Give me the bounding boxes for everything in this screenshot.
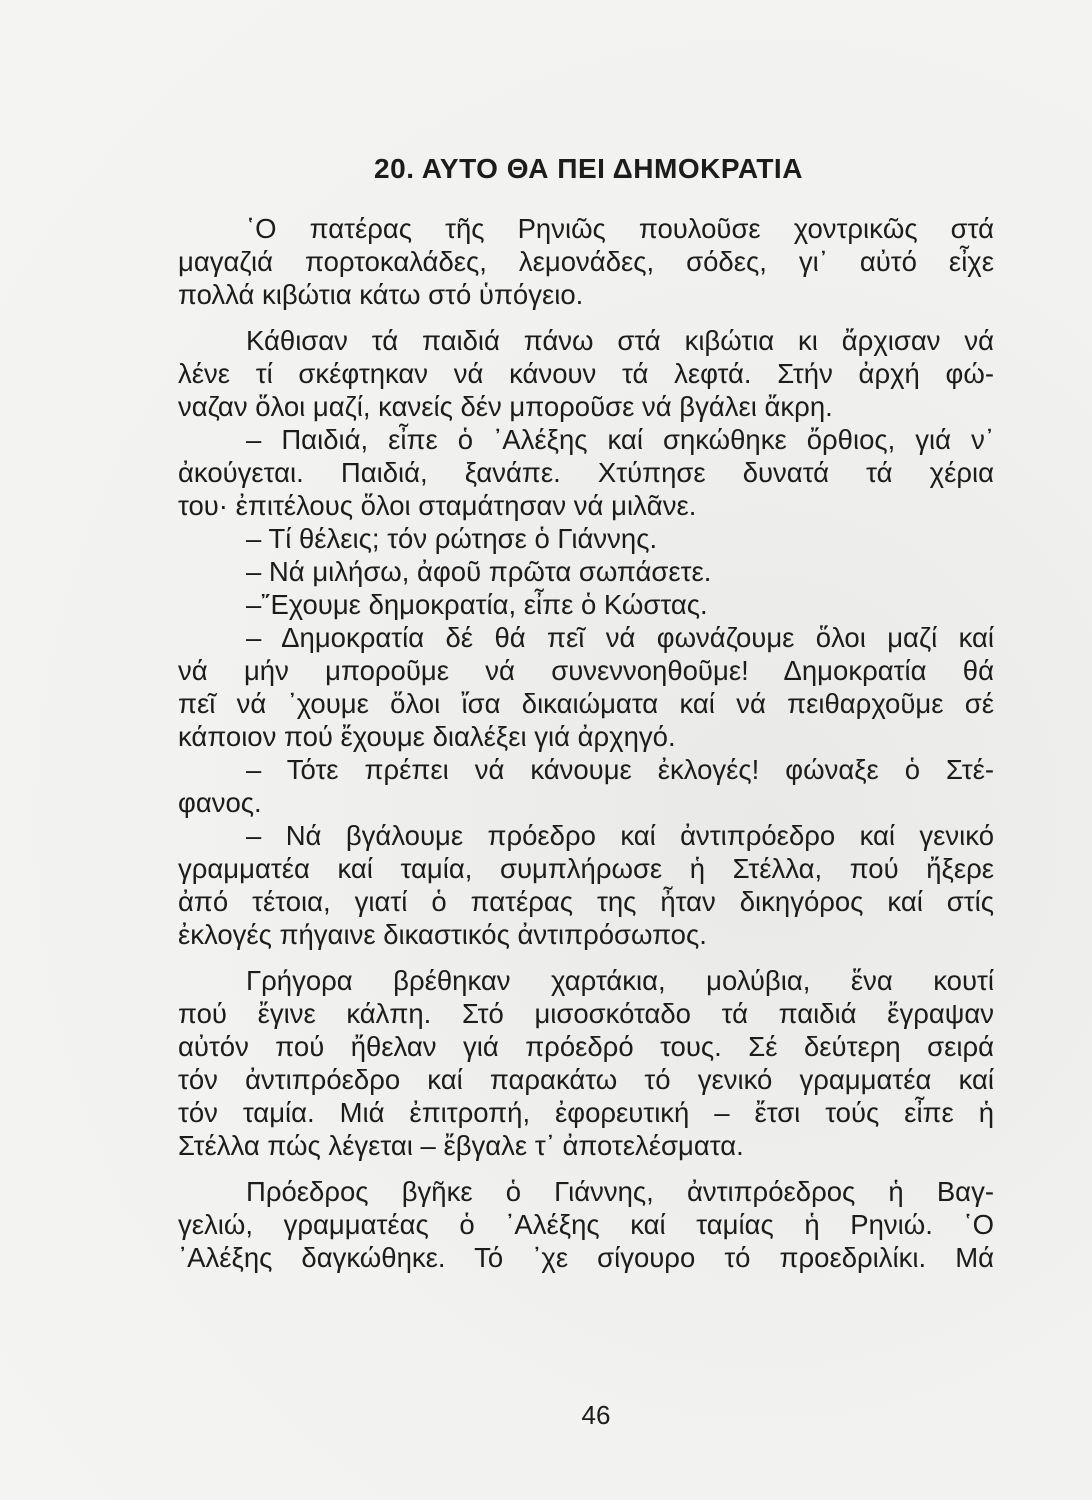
text-line: φανος. bbox=[178, 787, 262, 818]
text-line: πού ἔγινε κάλπη. Στό μισοσκόταδο τά παιδιά ἔγραψαν bbox=[178, 998, 994, 1029]
text-line: ἀπό τέτοια, γιατί ὁ πατέρας της ἦταν δικηγόρος καί στίς bbox=[178, 886, 994, 917]
text-line: ᾿Αλέξης δαγκώθηκε. Τό ᾿χε σίγουρο τό προεδριλίκι. Μά bbox=[178, 1242, 994, 1273]
text-line: κάποιον πού ἔχουμε διαλέξει γιά ἀρχηγό. bbox=[178, 721, 676, 752]
text-line: τόν ἀντιπρόεδρο καί παρακάτω τό γενικό γραμματέα καί bbox=[178, 1064, 994, 1095]
text-line: Γρήγορα βρέθηκαν χαρτάκια, μολύβια, ἕνα κουτί bbox=[246, 965, 994, 996]
text-line: τόν ταμία. Μιά ἐπιτροπή, ἐφορευτική – ἔτσι τούς εἶπε ἡ bbox=[178, 1097, 994, 1128]
text-line: πεῖ νά ᾿χουμε ὅλοι ἴσα δικαιώματα καί νά πειθαρχοῦμε σέ bbox=[178, 688, 994, 719]
paragraph-gap bbox=[178, 1162, 994, 1175]
text-line: μαγαζιά πορτοκαλάδες, λεμονάδες, σόδες, γι᾿ αὐτό εἶχε bbox=[178, 246, 994, 277]
text-line: νά μήν μποροῦμε νά συνεννοηθοῦμε! Δημοκρατία θά bbox=[178, 655, 994, 686]
text-line: του· ἐπιτέλους ὅλοι σταμάτησαν νά μιλᾶνε. bbox=[178, 490, 697, 521]
chapter-title: 20. ΑΥΤΟ ΘΑ ΠΕΙ ΔΗΜΟΚΡΑΤΙΑ bbox=[374, 153, 803, 184]
text-line: – Τί θέλεις; τόν ρώτησε ὁ Γιάννης. bbox=[246, 523, 658, 554]
text-line: ἐκλογές πήγαινε δικαστικός ἀντιπρόσωπος. bbox=[178, 919, 707, 950]
text-line: – Νά βγάλουμε πρόεδρο καί ἀντιπρόεδρο καί γενικό bbox=[246, 820, 994, 851]
text-line: γελιώ, γραμματέας ὁ ᾿Αλέξης καί ταμίας ἡ Ρηνιώ. ῾Ο bbox=[178, 1209, 994, 1240]
paragraph-gap bbox=[178, 311, 994, 324]
text-line: αὐτόν πού ἤθελαν γιά πρόεδρό τους. Σέ δεύτερη σειρά bbox=[178, 1031, 994, 1062]
paragraph-gap bbox=[178, 951, 994, 964]
text-line: – Τότε πρέπει νά κάνουμε ἐκλογές! φώναξε ὁ Στέ- bbox=[246, 754, 994, 785]
page-number: 46 bbox=[581, 1400, 611, 1430]
text-line: – Παιδιά, εἶπε ὁ ᾿Αλέξης καί σηκώθηκε ὄρθιος, γιά ν᾿ bbox=[246, 424, 994, 455]
text-line: λένε τί σκέφτηκαν νά κάνουν τά λεφτά. Στήν ἀρχή φώ- bbox=[178, 358, 994, 389]
text-line: γραμματέα καί ταμία, συμπλήρωσε ἡ Στέλλα, πού ἤξερε bbox=[178, 853, 994, 884]
text-line: Πρόεδρος βγῆκε ὁ Γιάννης, ἀντιπρόεδρος ἡ Βαγ- bbox=[246, 1176, 994, 1207]
text-line: πολλά κιβώτια κάτω στό ὑπόγειο. bbox=[178, 279, 584, 310]
text-line: Κάθισαν τά παιδιά πάνω στά κιβώτια κι ἄρχισαν νά bbox=[246, 325, 994, 356]
text-line: ἀκούγεται. Παιδιά, ξανάπε. Χτύπησε δυνατά τά χέρια bbox=[178, 457, 994, 488]
chapter-body bbox=[178, 212, 994, 1274]
text-line: –῎Εχουμε δημοκρατία, εἶπε ὁ Κώστας. bbox=[246, 589, 708, 620]
text-line: ναζαν ὅλοι μαζί, κανείς δέν μποροῦσε νά βγάλει ἄκρη. bbox=[178, 391, 833, 422]
text-line: Στέλλα πώς λέγεται – ἔβγαλε τ᾿ ἀποτελέσματα. bbox=[178, 1130, 744, 1161]
text-line: ῾Ο πατέρας τῆς Ρηνιῶς πουλοῦσε χοντρικῶς στά bbox=[246, 213, 994, 244]
text-line: – Νά μιλήσω, ἀφοῦ πρῶτα σωπάσετε. bbox=[246, 556, 712, 587]
text-line: – Δημοκρατία δέ θά πεῖ νά φωνάζουμε ὅλοι μαζί καί bbox=[246, 622, 994, 653]
